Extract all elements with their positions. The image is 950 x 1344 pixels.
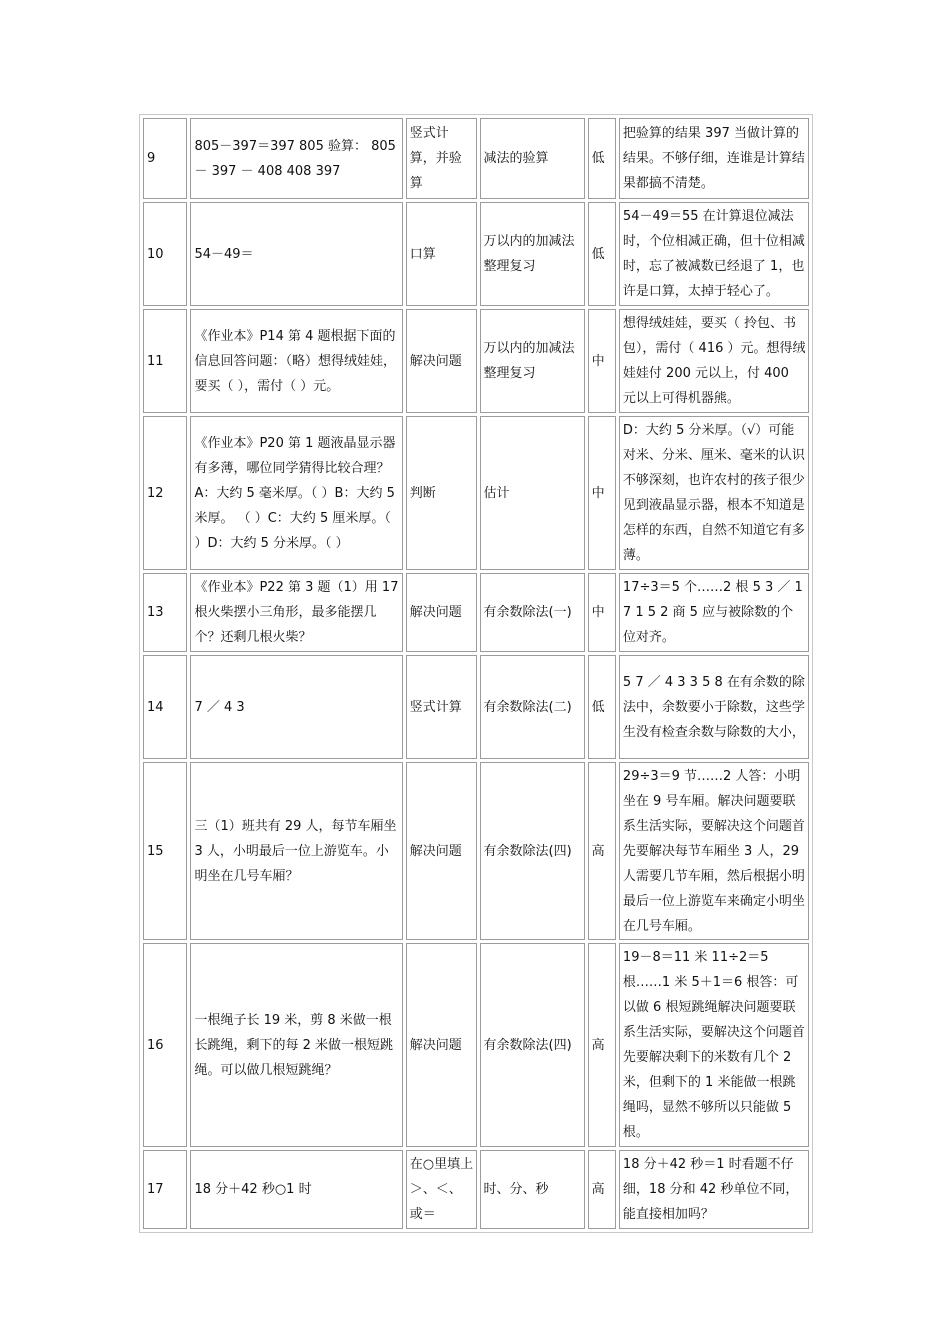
difficulty-cell: 高 <box>588 762 616 940</box>
row-number: 11 <box>143 309 187 413</box>
question-type-cell: 在○里填上＞、＜、或＝ <box>406 1150 477 1229</box>
question-type-cell: 竖式计算 <box>406 655 477 759</box>
topic-cell: 减法的验算 <box>480 118 585 199</box>
table-row <box>143 202 809 306</box>
problem-cell: 18 分＋42 秒○1 时 <box>190 1150 402 1229</box>
difficulty-cell: 低 <box>588 202 616 306</box>
question-type-cell: 解决问题 <box>406 309 477 413</box>
topic-cell: 有余数除法(四) <box>480 943 585 1147</box>
difficulty-cell: 中 <box>588 416 616 570</box>
problem-cell: 《作业本》P14 第 4 题根据下面的信息回答问题：（略）想得绒娃娃，要买（ ），需付（ ）元。 <box>190 309 402 413</box>
topic-cell: 万以内的加减法整理复习 <box>480 309 585 413</box>
question-type-cell: 解决问题 <box>406 573 477 652</box>
table-row <box>143 762 809 940</box>
table-row <box>143 573 809 652</box>
analysis-cell: 19－8＝11 米 11÷2＝5 根……1 米 5＋1＝6 根答：可以做 6 根短跳绳解决问题要联系生活实际，要解决这个问题首先要解决剩下的米数有几个 2 米，但剩下的 1 米能做一根跳绳吗，显然不够所以只能做 5 根。 <box>619 943 809 1147</box>
error-analysis-table <box>139 114 813 1233</box>
table-row <box>143 416 809 570</box>
difficulty-cell: 高 <box>588 943 616 1147</box>
problem-cell: 《作业本》P22 第 3 题（1）用 17 根火柴摆小三角形，最多能摆几个？还剩几根火柴？ <box>190 573 402 652</box>
analysis-cell: 5 7 ／ 4 3 3 5 8 在有余数的除法中，余数要小于除数，这些学生没有检查余数与除数的大小， <box>619 655 809 759</box>
topic-cell: 万以内的加减法整理复习 <box>480 202 585 306</box>
difficulty-cell: 高 <box>588 1150 616 1229</box>
problem-cell: 三（1）班共有 29 人，每节车厢坐 3 人，小明最后一位上游览车。小明坐在几号车厢？ <box>190 762 402 940</box>
analysis-cell: 54－49＝55 在计算退位减法时，个位相减正确，但十位相减时，忘了被减数已经退了 1，也许是口算，太掉于轻心了。 <box>619 202 809 306</box>
difficulty-cell: 低 <box>588 118 616 199</box>
row-number: 13 <box>143 573 187 652</box>
topic-cell: 有余数除法(一) <box>480 573 585 652</box>
topic-cell: 估计 <box>480 416 585 570</box>
topic-cell: 有余数除法(四) <box>480 762 585 940</box>
row-number: 14 <box>143 655 187 759</box>
topic-cell: 有余数除法(二) <box>480 655 585 759</box>
question-type-cell: 解决问题 <box>406 762 477 940</box>
analysis-cell: 想得绒娃娃，要买（ 拎包、书包），需付（ 416 ）元。想得绒娃娃付 200 元以上，付 400 元以上可得机器熊。 <box>619 309 809 413</box>
row-number: 15 <box>143 762 187 940</box>
topic-cell: 时、分、秒 <box>480 1150 585 1229</box>
table-row <box>143 943 809 1147</box>
row-number: 10 <box>143 202 187 306</box>
analysis-cell: 29÷3＝9 节……2 人答：小明坐在 9 号车厢。解决问题要联系生活实际，要解决这个问题首先要解决每节车厢坐 3 人，29 人需要几节车厢，然后根据小明最后一位上游览车来确定小明坐在几号车厢。 <box>619 762 809 940</box>
difficulty-cell: 中 <box>588 573 616 652</box>
table-row <box>143 309 809 413</box>
analysis-cell: 17÷3＝5 个……2 根 5 3 ／ 1 7 1 5 2 商 5 应与被除数的个位对齐。 <box>619 573 809 652</box>
row-number: 16 <box>143 943 187 1147</box>
problem-cell: 7 ／ 4 3 <box>190 655 402 759</box>
question-type-cell: 解决问题 <box>406 943 477 1147</box>
row-number: 12 <box>143 416 187 570</box>
row-number: 9 <box>143 118 187 199</box>
question-type-cell: 判断 <box>406 416 477 570</box>
table-row <box>143 1150 809 1229</box>
difficulty-cell: 低 <box>588 655 616 759</box>
problem-cell: 805－397＝397 805 验算： 805 － 397 － 408 408 397 <box>190 118 402 199</box>
table-row <box>143 655 809 759</box>
table-row <box>143 118 809 199</box>
question-type-cell: 竖式计算，并验算 <box>406 118 477 199</box>
analysis-cell: 把验算的结果 397 当做计算的结果。不够仔细，连谁是计算结果都搞不清楚。 <box>619 118 809 199</box>
problem-cell: 54－49＝ <box>190 202 402 306</box>
problem-cell: 一根绳子长 19 米，剪 8 米做一根长跳绳，剩下的每 2 米做一根短跳绳。可以做几根短跳绳？ <box>190 943 402 1147</box>
problem-cell: 《作业本》P20 第 1 题液晶显示器有多薄，哪位同学猜得比较合理？A：大约 5 毫米厚。（ ）B：大约 5 米厚。 （ ）C：大约 5 厘米厚。（ ）D：大约 5 分米厚。（ ） <box>190 416 402 570</box>
row-number: 17 <box>143 1150 187 1229</box>
analysis-cell: 18 分＋42 秒＝1 时看题不仔细，18 分和 42 秒单位不同，能直接相加吗？ <box>619 1150 809 1229</box>
analysis-cell: D：大约 5 分米厚。（√）可能对米、分米、厘米、毫米的认识不够深刻，也许农村的孩子很少见到液晶显示器，根本不知道是怎样的东西，自然不知道它有多薄。 <box>619 416 809 570</box>
question-type-cell: 口算 <box>406 202 477 306</box>
difficulty-cell: 中 <box>588 309 616 413</box>
